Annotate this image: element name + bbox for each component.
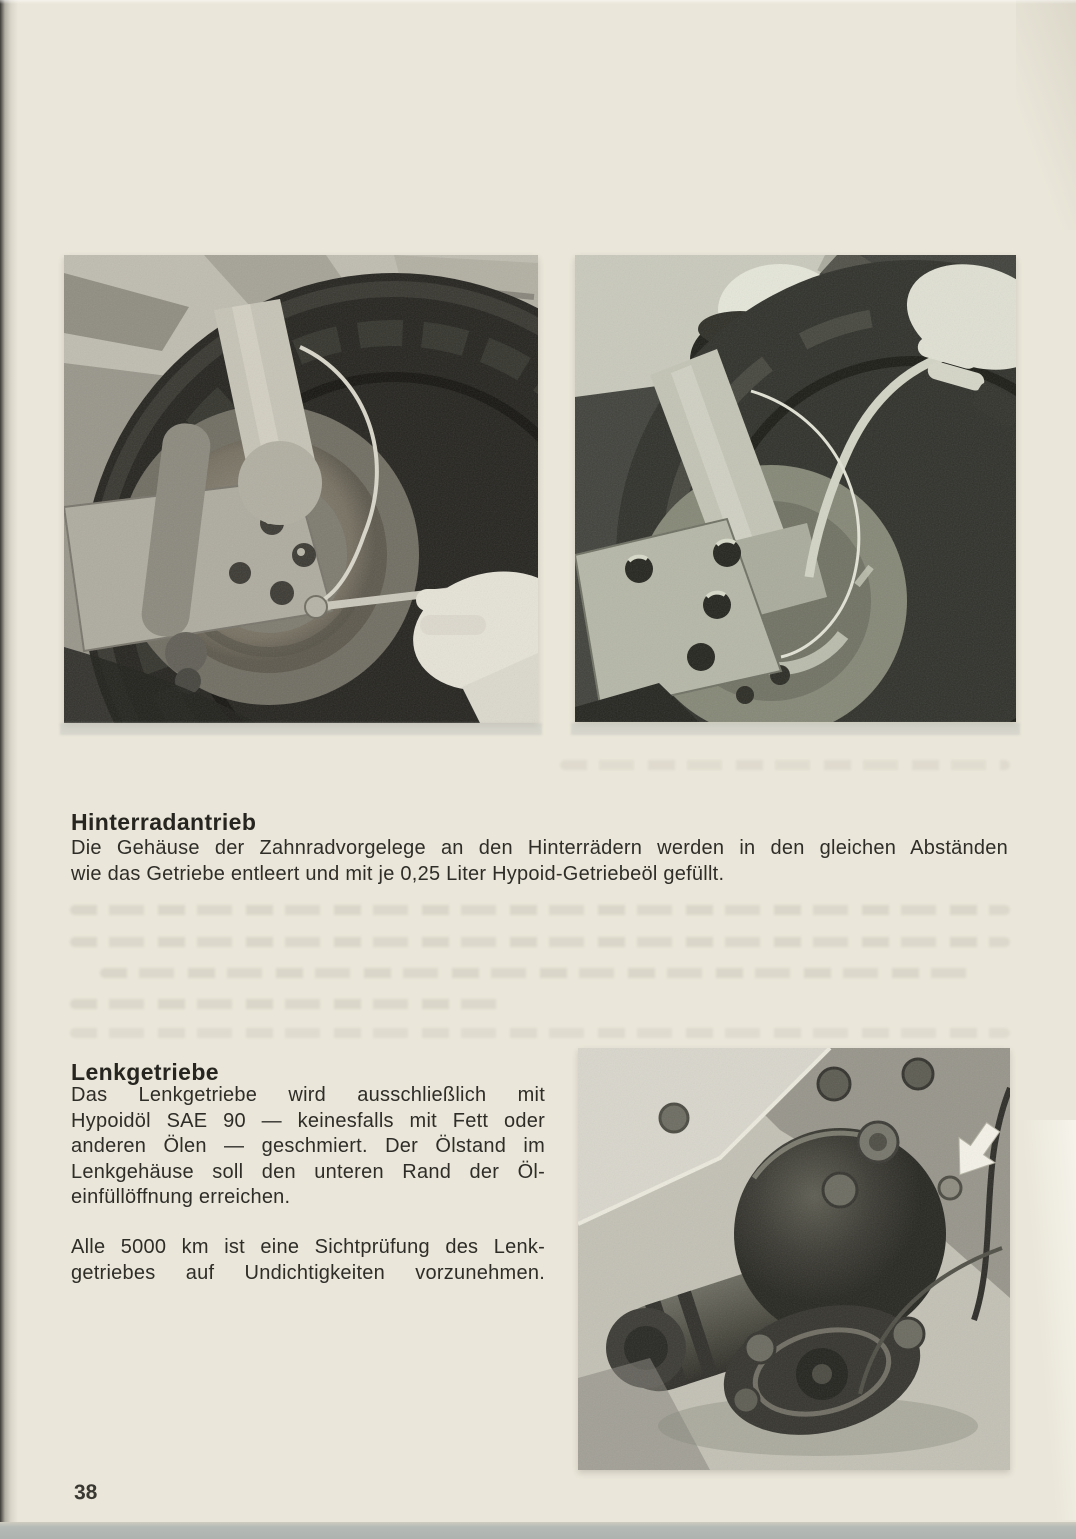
- bleed-through: [70, 1028, 1010, 1038]
- binding-edge: [0, 0, 18, 1524]
- photo-rear-wheel-fill: [575, 255, 1016, 722]
- rear-wheel-drain-illustration: [64, 255, 538, 723]
- page-fold: [1024, 1120, 1076, 1520]
- hinterradantrieb-paragraph: [71, 836, 1008, 887]
- rear-wheel-fill-illustration: [575, 255, 1016, 722]
- scan-artifact: [571, 723, 1020, 735]
- page-top-edge: [0, 0, 1076, 4]
- section-heading-hinterradantrieb: Hinterradantrieb: [71, 809, 257, 836]
- scan-artifact: [60, 723, 542, 735]
- text-line: wie das Getriebe entleert und mit je 0,25 Liter Hypoid-Getriebeöl gefüllt.: [71, 862, 725, 885]
- bleed-through: [100, 968, 970, 978]
- bleed-through: [70, 905, 1010, 915]
- text-line: getriebes auf Undichtigkeiten vorzunehmen.: [71, 1261, 545, 1284]
- photo-steering-gear: [578, 1048, 1010, 1470]
- steering-gear-illustration: [578, 1048, 1010, 1470]
- scan-shade: [1016, 0, 1076, 230]
- bleed-through: [70, 937, 1010, 947]
- text-line: anderen Ölen — geschmiert. Der Ölstand im: [71, 1135, 545, 1157]
- page-number: 38: [73, 1480, 98, 1505]
- photo-rear-wheel-drain: [64, 255, 538, 723]
- text-line: Lenkgehäuse soll den unteren Rand der Öl-: [71, 1160, 545, 1183]
- scanner-background: [0, 1522, 1076, 1539]
- bleed-through: [560, 760, 1010, 770]
- section-heading-lenkgetriebe: Lenkgetriebe: [71, 1059, 219, 1086]
- lenkgetriebe-paragraph-2: [71, 1235, 545, 1286]
- text-line: Das Lenkgetriebe wird ausschließlich mit: [71, 1084, 545, 1106]
- text-line: Hypoidöl SAE 90 — keinesfalls mit Fett oder: [71, 1109, 545, 1132]
- bleed-through: [70, 999, 500, 1009]
- text-line: einfüllöffnung erreichen.: [71, 1186, 291, 1208]
- lenkgetriebe-paragraph-1: [71, 1083, 545, 1211]
- text-line: Alle 5000 km ist eine Sichtprüfung des Lenk-: [71, 1236, 545, 1258]
- text-line: Die Gehäuse der Zahnradvorgelege an den Hinterrädern werden in den gleichen Abständen: [71, 837, 1008, 859]
